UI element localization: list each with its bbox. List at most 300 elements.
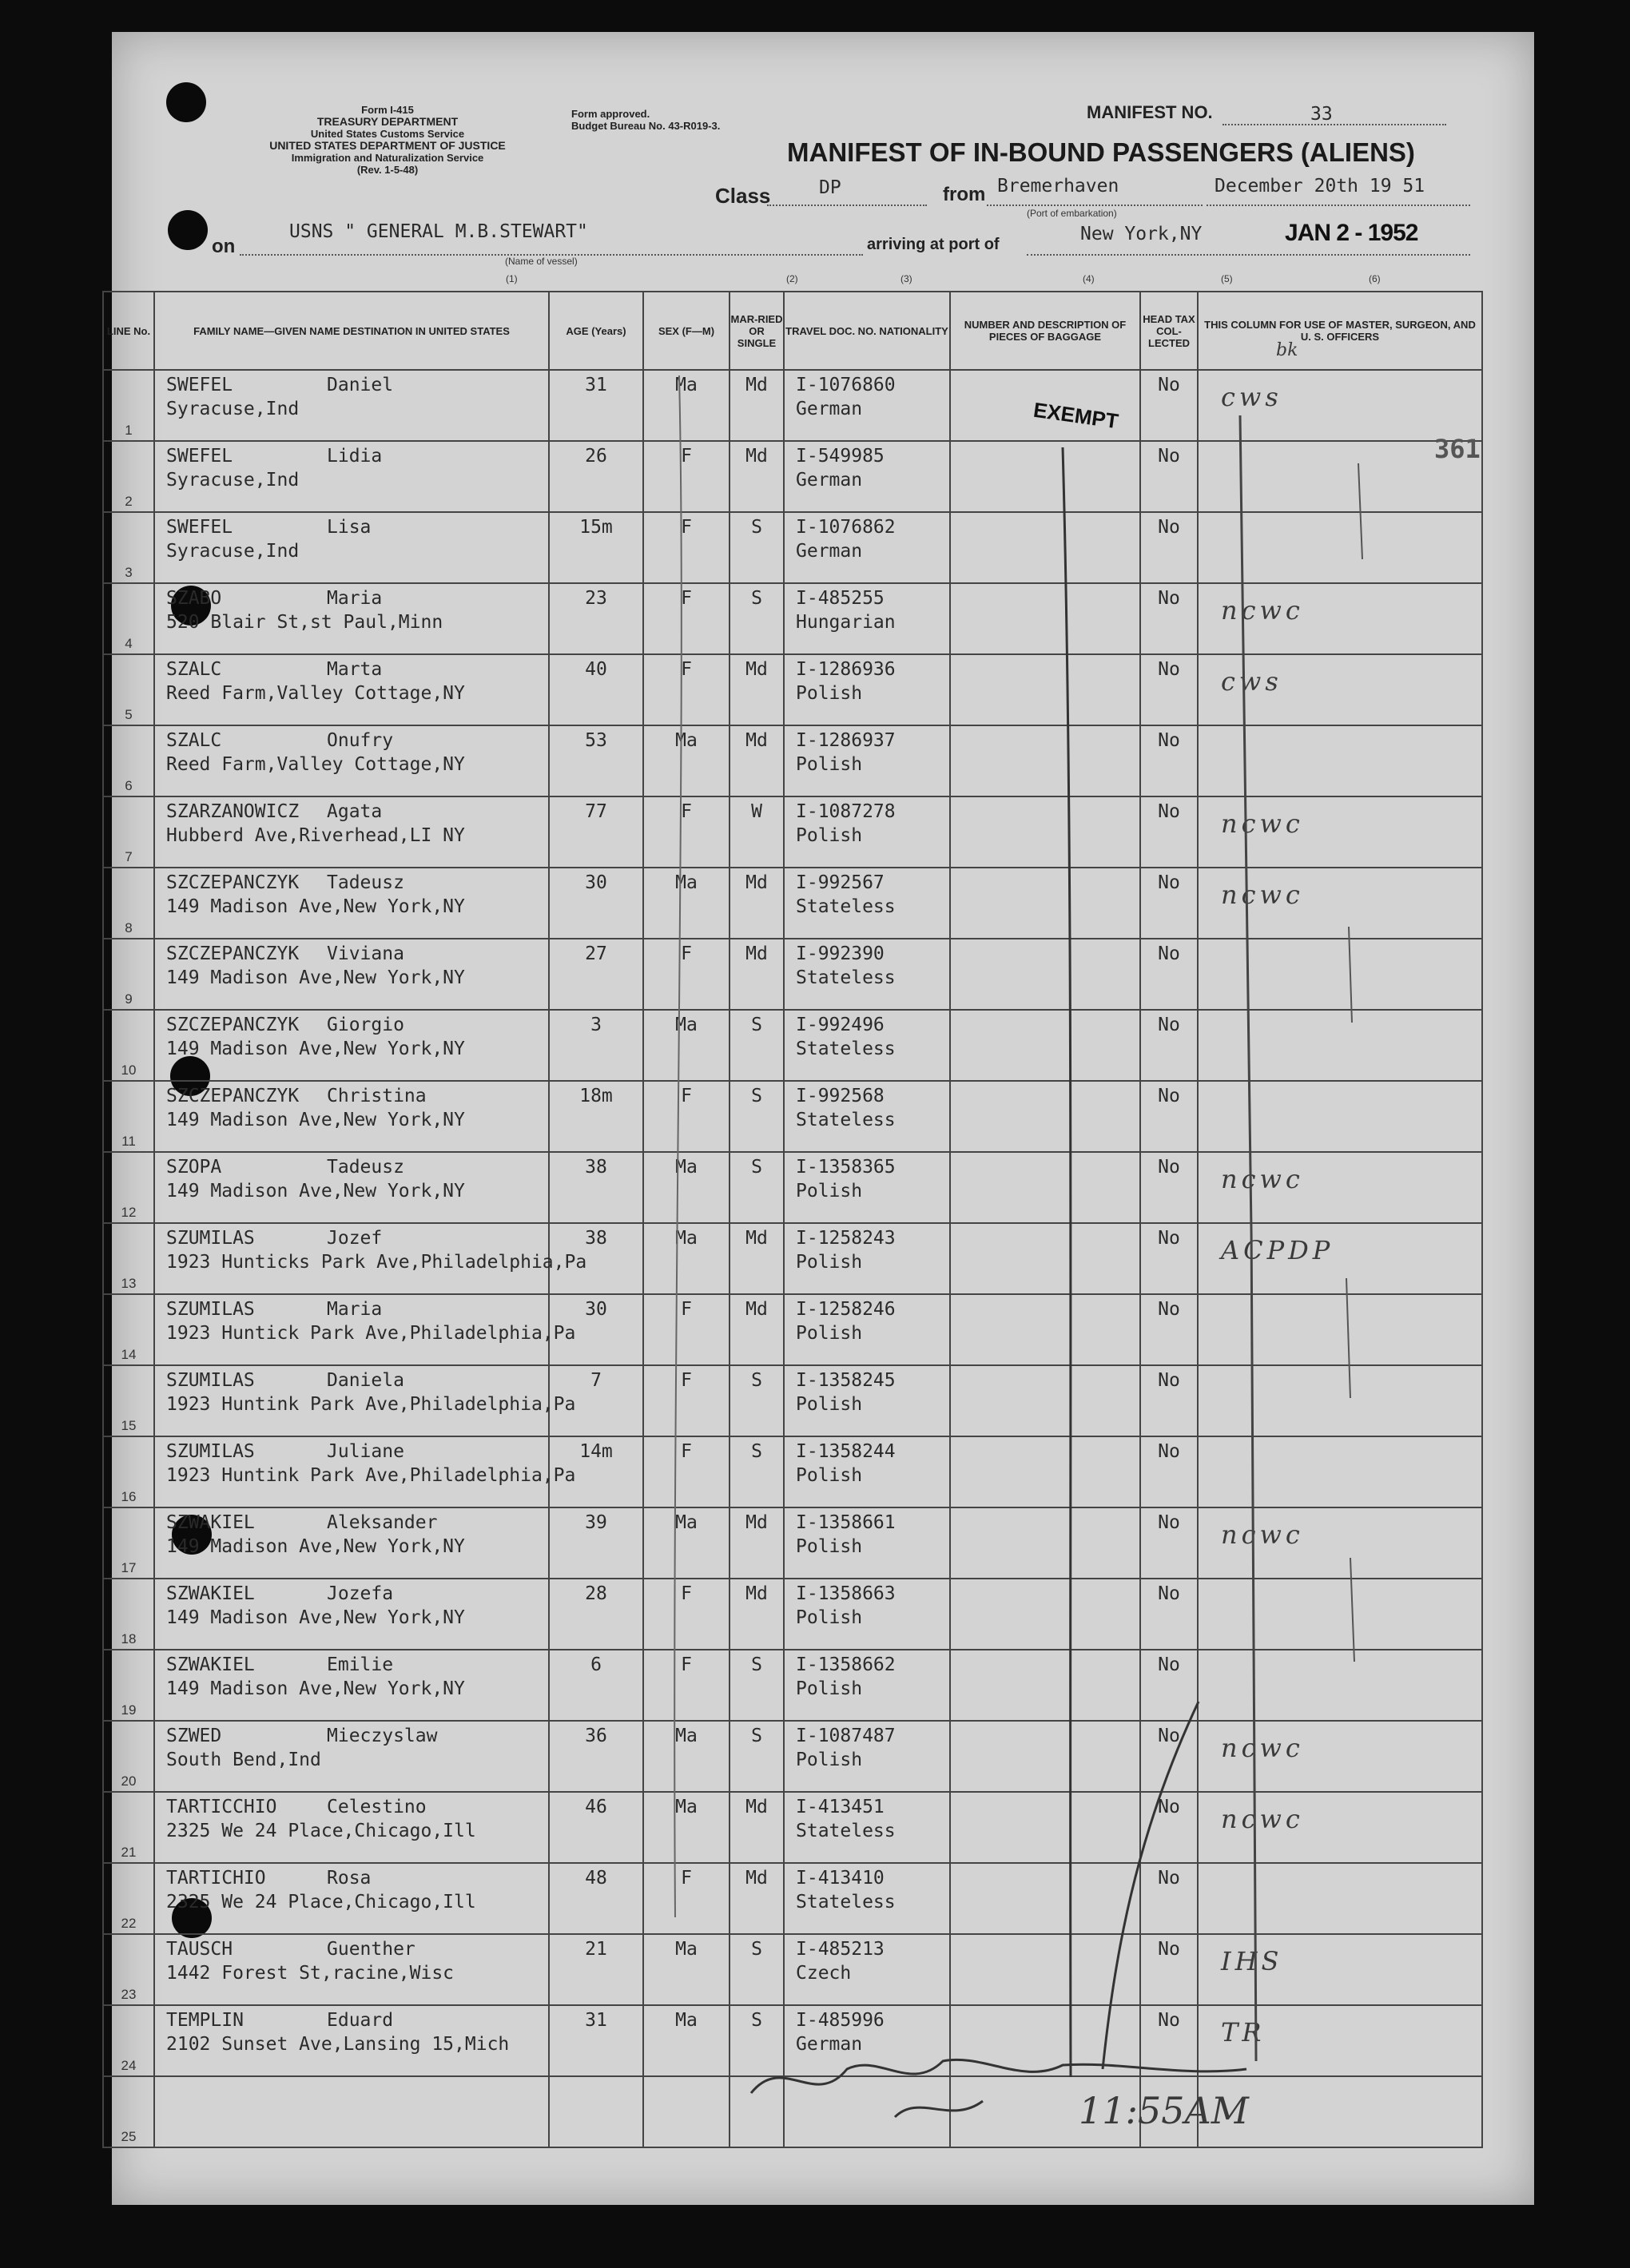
travel-cell [784,1579,950,1650]
officer-note: cws [1221,382,1282,412]
married-cell [730,1010,784,1081]
line-cell [103,1650,154,1721]
name-cell [154,868,549,939]
given-name: Daniela [327,1370,404,1391]
travel-doc: I-1258246 [796,1299,896,1320]
line-cell [103,1934,154,2005]
family-name: SZWED [166,1726,222,1746]
given-name: Rosa [327,1868,372,1889]
destination: 149 Madison Ave,New York,NY [166,1536,465,1557]
officer-cell [1198,370,1482,441]
travel-cell [784,512,950,583]
line-cell [103,1152,154,1223]
married-cell [730,654,784,725]
table-row [103,1579,1482,1650]
head-tax: No [1158,659,1180,680]
table-row [103,654,1482,725]
officer-cell [1198,939,1482,1010]
table-row [103,1436,1482,1507]
name-cell [154,1792,549,1863]
head-tax: No [1158,1726,1180,1746]
line-number: 20 [121,1773,137,1789]
head-tax: No [1158,1797,1180,1817]
destination: 1923 Huntink Park Ave,Philadelphia,Pa [166,1465,576,1486]
age-cell [549,583,643,654]
age-cell [549,1650,643,1721]
travel-doc: I-1358245 [796,1370,896,1391]
travel-cell [784,1436,950,1507]
line-number: 10 [121,1063,137,1078]
head-tax: No [1158,1868,1180,1889]
bk-note: bk [1276,340,1298,360]
family-name: SZCZEPANCZYK [166,943,300,964]
nationality: Stateless [796,1110,896,1130]
nationality: Hungarian [796,612,896,633]
name-cell [154,1436,576,1507]
marital-status: S [751,1086,762,1106]
given-name: Celestino [327,1797,427,1817]
age: 48 [585,1868,607,1889]
married-cell [730,2076,784,2147]
sex-cell [643,1010,730,1081]
family-name: SZWAKIEL [166,1654,255,1675]
tax-cell [1140,939,1198,1010]
married-cell [730,1650,784,1721]
port-embarkation-caption: (Port of embarkation) [1027,208,1117,219]
age: 31 [585,375,607,395]
head-tax: No [1158,1939,1180,1960]
sex-cell [643,1507,730,1579]
sex-cell [643,868,730,939]
sex: F [681,943,692,964]
manifest-no-value: 33 [1310,104,1333,125]
sex: Ma [675,872,698,893]
tax-cell [1140,1579,1198,1650]
age: 38 [585,1228,607,1249]
married-cell [730,1223,784,1294]
table-row [103,939,1482,1010]
married-cell [730,1152,784,1223]
baggage-cell [950,441,1140,512]
head-tax: No [1158,446,1180,467]
married-cell [730,868,784,939]
col-header-head-tax: HEAD TAX COL-LECTED [1140,292,1198,370]
marital-status: Md [745,659,768,680]
destination: Reed Farm,Valley Cottage,NY [166,754,465,775]
travel-cell [784,1365,950,1436]
baggage-cell [950,2005,1140,2076]
line-cell [103,725,154,796]
marital-status: S [751,1726,762,1746]
line-number: 4 [125,636,133,651]
age-cell [549,2076,643,2147]
age-cell [549,796,643,868]
age-cell [549,868,643,939]
baggage-cell [950,1650,1140,1721]
officer-cell [1198,725,1482,796]
nationality: Polish [796,1252,863,1273]
sex: F [681,1086,692,1106]
dept-line: United States Customs Service [310,128,465,140]
age-cell [549,939,643,1010]
age: 27 [585,943,607,964]
married-cell [730,370,784,441]
sex-cell [643,1650,730,1721]
destination: Reed Farm,Valley Cottage,NY [166,683,465,704]
sex: F [681,1654,692,1675]
married-cell [730,725,784,796]
given-name: Marta [327,659,383,680]
sex: F [681,801,692,822]
line-number: 13 [121,1276,137,1291]
form-number: Form I-415 [361,104,414,116]
tax-cell [1140,1081,1198,1152]
officer-cell [1198,1365,1482,1436]
age: 39 [585,1512,607,1533]
sex: F [681,446,692,467]
line-number: 21 [121,1845,137,1860]
line-number: 19 [121,1702,137,1718]
class-underline [767,205,927,206]
travel-doc: I-1286936 [796,659,896,680]
tax-cell [1140,441,1198,512]
married-cell [730,1721,784,1792]
head-tax: No [1158,801,1180,822]
date-underline [1207,205,1470,206]
nationality: Polish [796,825,863,846]
name-cell [154,654,549,725]
manifest-no-underline [1222,124,1446,125]
col-num-3: (3) [900,273,912,284]
family-name: SZUMILAS [166,1441,255,1462]
sex: Ma [675,1512,698,1533]
travel-doc: I-549985 [796,446,885,467]
family-name: SWEFEL [166,517,233,538]
marital-status: Md [745,730,768,751]
destination: 149 Madison Ave,New York,NY [166,896,465,917]
name-cell [154,1579,549,1650]
name-cell [154,1650,549,1721]
line-number: 18 [121,1631,137,1646]
arriving-label: arriving at port of [867,236,1000,253]
travel-cell [784,2005,950,2076]
marital-status: S [751,1939,762,1960]
married-cell [730,1365,784,1436]
line-number: 2 [125,494,133,509]
officer-cell [1198,2005,1482,2076]
travel-doc: I-1087278 [796,801,896,822]
age-cell [549,1010,643,1081]
destination: 1923 Huntick Park Ave,Philadelphia,Pa [166,1323,576,1344]
tax-cell [1140,370,1198,441]
travel-doc: I-1358663 [796,1583,896,1604]
sex-cell [643,1152,730,1223]
marital-status: Md [745,1797,768,1817]
line-cell [103,1365,154,1436]
sex-cell [643,1792,730,1863]
travel-doc: I-413410 [796,1868,885,1889]
dept-line: TREASURY DEPARTMENT [316,115,459,128]
table-row [103,796,1482,868]
age-cell [549,370,643,441]
arriving-underline [1027,254,1470,256]
officer-cell [1198,1294,1482,1365]
nationality: Stateless [796,1039,896,1059]
tax-cell [1140,2005,1198,2076]
line-cell [103,1579,154,1650]
marital-status: S [751,1441,762,1462]
sex: F [681,1370,692,1391]
name-cell [154,1365,576,1436]
tax-cell [1140,868,1198,939]
tax-cell [1140,1010,1198,1081]
head-tax: No [1158,1299,1180,1320]
travel-doc: I-992390 [796,943,885,964]
family-name: TAUSCH [166,1939,233,1960]
destination: 149 Madison Ave,New York,NY [166,1607,465,1628]
destination: 149 Madison Ave,New York,NY [166,967,465,988]
travel-cell [784,1507,950,1579]
baggage-cell [950,512,1140,583]
marital-status: S [751,517,762,538]
destination: 149 Madison Ave,New York,NY [166,1110,465,1130]
age-cell [549,1081,643,1152]
sex: Ma [675,2010,698,2031]
dept-line: (Rev. 1-5-48) [356,164,419,176]
age: 15m [579,517,613,538]
line-number: 16 [121,1489,137,1504]
col-num-2: (2) [786,273,798,284]
tax-cell [1140,1650,1198,1721]
travel-cell [784,370,950,441]
vessel-name: USNS " GENERAL M.B.STEWART" [289,221,588,242]
line-cell [103,1721,154,1792]
officer-note: TR [1221,2017,1266,2048]
name-cell [154,1934,549,2005]
age: 31 [585,2010,607,2031]
name-cell [154,1223,587,1294]
sex: F [681,1441,692,1462]
age-cell [549,1721,643,1792]
given-name: Daniel [327,375,394,395]
sex-cell [643,796,730,868]
destination: Syracuse,Ind [166,470,300,491]
marital-status: Md [745,446,768,467]
nationality: German [796,399,863,419]
sex: F [681,1583,692,1604]
sex-cell [643,583,730,654]
table-row [103,1223,1482,1294]
baggage-cell [950,1436,1140,1507]
col-header-officers: THIS COLUMN FOR USE OF MASTER, SURGEON, AND U. S. OFFICERS [1198,292,1482,370]
officer-note: ncwc [1221,1519,1304,1550]
officer-cell [1198,1792,1482,1863]
baggage-cell [950,1507,1140,1579]
dept-line: UNITED STATES DEPARTMENT OF JUSTICE [269,139,506,152]
line-number: 23 [121,1987,137,2002]
officer-cell [1198,1152,1482,1223]
officer-cell [1198,654,1482,725]
destination: South Bend,Ind [166,1750,321,1770]
line-cell [103,654,154,725]
name-cell [154,1152,549,1223]
travel-cell [784,1863,950,1934]
officer-cell [1198,512,1482,583]
head-tax: No [1158,943,1180,964]
age-cell [549,1294,643,1365]
family-name: TARTICHIO [166,1868,266,1889]
sex-cell [643,939,730,1010]
family-name: SZARZANOWICZ [166,801,300,822]
travel-cell [784,1152,950,1223]
nationality: Polish [796,1181,863,1202]
given-name: Aleksander [327,1512,438,1533]
officer-cell [1198,583,1482,654]
family-name: SZUMILAS [166,1299,255,1320]
name-cell [154,796,549,868]
class-label: Class [715,184,771,208]
given-name: Emilie [327,1654,394,1675]
married-cell [730,441,784,512]
baggage-cell [950,939,1140,1010]
travel-cell [784,1650,950,1721]
destination: 149 Madison Ave,New York,NY [166,1039,465,1059]
name-cell [154,370,549,441]
baggage-cell [950,1863,1140,1934]
arrival-date-stamp: JAN 2 - 1952 [1285,220,1418,246]
sex-cell [643,1294,730,1365]
table-row [103,1507,1482,1579]
approved-text: Form approved. [571,108,650,120]
name-cell [154,1507,549,1579]
table-row [103,725,1482,796]
sex-cell [643,1934,730,2005]
age: 6 [590,1654,602,1675]
sex-cell [643,1863,730,1934]
officer-cell [1198,1579,1482,1650]
nationality: German [796,541,863,562]
punch-hole [168,210,208,250]
baggage-cell [950,583,1140,654]
nationality: Polish [796,1394,863,1415]
marital-status: Md [745,872,768,893]
time-note: 11:55AM [1079,2089,1249,2132]
name-cell [154,1010,549,1081]
name-cell [154,1081,549,1152]
head-tax: No [1158,2010,1180,2031]
side-number: 361 [1434,434,1481,464]
table-row [103,2076,1482,2147]
travel-cell [784,796,950,868]
officer-cell [1198,1650,1482,1721]
line-number: 8 [125,920,133,935]
marital-status: S [751,2010,762,2031]
head-tax: No [1158,588,1180,609]
given-name: Maria [327,588,383,609]
age-cell [549,512,643,583]
sex-cell [643,512,730,583]
married-cell [730,1792,784,1863]
destination: 1923 Huntink Park Ave,Philadelphia,Pa [166,1394,576,1415]
col-num-6: (6) [1369,273,1381,284]
nationality: Stateless [796,967,896,988]
line-cell [103,2076,154,2147]
col-header-married: MAR-RIED OR SINGLE [730,292,784,370]
tax-cell [1140,1507,1198,1579]
table-row [103,2005,1482,2076]
tax-cell [1140,1223,1198,1294]
line-number: 25 [121,2129,137,2144]
head-tax: No [1158,1370,1180,1391]
table-row [103,1081,1482,1152]
travel-cell [784,1223,950,1294]
line-cell [103,512,154,583]
sex: Ma [675,375,698,395]
baggage-cell [950,1579,1140,1650]
family-name: SZCZEPANCZYK [166,872,300,893]
age: 77 [585,801,607,822]
name-cell [154,1721,549,1792]
head-tax: No [1158,1015,1180,1035]
given-name: Giorgio [327,1015,404,1035]
tax-cell [1140,1721,1198,1792]
travel-cell [784,441,950,512]
given-name: Christina [327,1086,427,1106]
age: 36 [585,1726,607,1746]
given-name: Tadeusz [327,1157,404,1178]
age: 40 [585,659,607,680]
married-cell [730,1436,784,1507]
line-number: 9 [125,991,133,1007]
sex: Ma [675,1939,698,1960]
nationality: Stateless [796,896,896,917]
head-tax: No [1158,730,1180,751]
sex-cell [643,1436,730,1507]
destination: 149 Madison Ave,New York,NY [166,1678,465,1699]
table-row [103,1792,1482,1863]
head-tax: No [1158,1512,1180,1533]
travel-cell [784,2076,950,2147]
baggage-cell [950,1294,1140,1365]
vessel-caption: (Name of vessel) [505,256,578,267]
line-cell [103,1507,154,1579]
travel-doc: I-992496 [796,1015,885,1035]
travel-cell [784,725,950,796]
col-header-sex: SEX (F—M) [643,292,730,370]
officer-cell [1198,1507,1482,1579]
married-cell [730,1507,784,1579]
married-cell [730,796,784,868]
nationality: Polish [796,1607,863,1628]
travel-doc: I-1358662 [796,1654,896,1675]
sex: F [681,517,692,538]
travel-doc: I-1286937 [796,730,896,751]
age-cell [549,441,643,512]
officer-cell [1198,1934,1482,2005]
age: 3 [590,1015,602,1035]
married-cell [730,939,784,1010]
travel-doc: I-485996 [796,2010,885,2031]
travel-cell [784,1294,950,1365]
given-name: Agata [327,801,383,822]
baggage-cell [950,725,1140,796]
family-name: SWEFEL [166,446,233,467]
officer-cell [1198,1081,1482,1152]
family-name: TEMPLIN [166,2010,244,2031]
marital-status: Md [745,1228,768,1249]
baggage-cell [950,868,1140,939]
travel-doc: I-1358661 [796,1512,896,1533]
